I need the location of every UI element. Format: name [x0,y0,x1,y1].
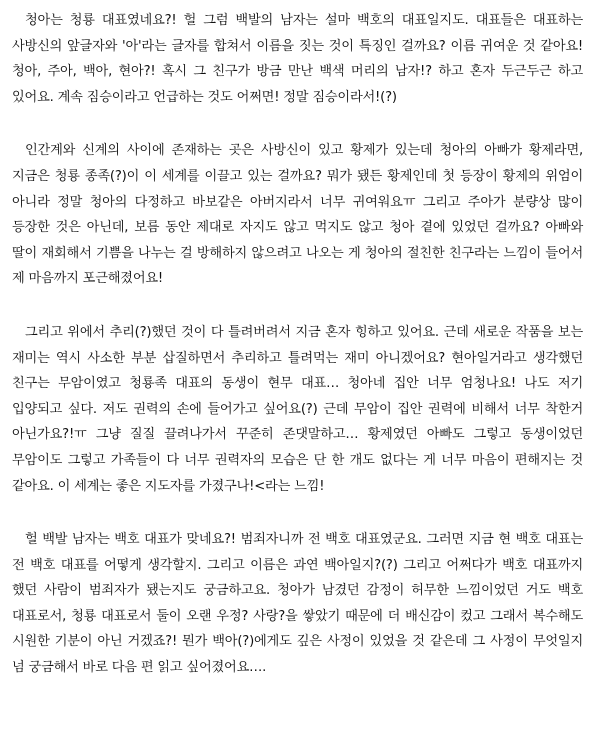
paragraph-3: 그리고 위에서 추리(?)했던 것이 다 틀려버려서 지금 혼자 힝하고 있어요. 근데 새로운 작품을 보는 재미는 역시 사소한 부분 삽질하면서 추리하고 틀려먹는 재미 아니겠어요? 현아일거라고 생각했던 친구는 무암이였고 청룡족 대표의 동생이 현무 대표… 청아네 집안 너무 엄청나요! 나도 저기 입양되고 싶다. 저도 권력의 손에 들어가고 싶어요(?) 근데 무암이 집안 권력에 비해서 너무 착한거 아닌가요?!ㅠ 그냥 질질 끌려나가서 꾸준히 존댓말하고… 황제였던 아빠도 그렇고 동생이었던 무암이도 그렇고 가족들이 다 너무 권력자의 모습은 단 한 개도 없다는 게 너무 마음이 편해지는 것 같아요. 이 세계는 좋은 지도자를 가졌구나!<라는 느낌! [12,324,583,494]
paragraph-1: 청아는 청룡 대표였네요?! 헐 그럼 백발의 남자는 설마 백호의 대표일지도. 대표들은 대표하는 사방신의 앞글자와 '아'라는 글자를 합쳐서 이름을 짓는 것이 특징인 걸까요? 이름 귀여운 것 같아요! 청아, 주아, 백아, 현아?! 혹시 그 친구가 방금 만난 백색 머리의 남자!? 하고 혼자 두근두근 하고 있어요. 계속 짐승이라고 언급하는 것도 어쩌면! 정말 짐승이라서!(?) [12,13,583,105]
paragraph-4: 헐 백발 남자는 백호 대표가 맞네요?! 범죄자니까 전 백호 대표였군요. 그러면 지금 현 백호 대표는 전 백호 대표를 어떻게 생각할지. 그리고 이름은 과연 백아일지?(?) 그리고 어쩌다가 백호 대표까지 했던 사람이 범죄자가 됐는지도 궁금하고요. 청아가 남겼던 감정이 허무한 느낌이었던 거도 백호 대표로서, 청룡 대표로서 둘이 오랜 우정? 사랑?을 쌓았기 때문에 더 배신감이 컸고 그래서 복수해도 시원한 기분이 아닌 거겠죠?! 뭔가 백아(?)에게도 깊은 사정이 있었을 것 같은데 그 사정이 무엇일지 넘 궁금해서 바로 다음 편 읽고 싶어졌어요…. [12,532,583,676]
paragraph-2: 인간계와 신계의 사이에 존재하는 곳은 사방신이 있고 황제가 있는데 청아의 아빠가 황제라면, 지금은 청룡 종족(?)이 이 세계를 이끌고 있는 걸까요? 뭐가 됐든 황제인데 첫 등장이 황제의 위엄이 아니라 정말 청아의 다정하고 바보같은 아버지라서 너무 귀여워요ㅠ 그리고 주아가 분량상 많이 등장한 것은 아닌데, 보름 동안 제대로 자지도 않고 먹지도 않고 청아 곁에 있었던 걸까요? 아빠와 딸이 재회해서 기쁨을 나누는 걸 방해하지 않으려고 나오는 게 청아의 절친한 친구라는 느낌이 들어서 제 마음까지 포근해졌어요! [12,143,583,287]
document-body [12,8,583,681]
